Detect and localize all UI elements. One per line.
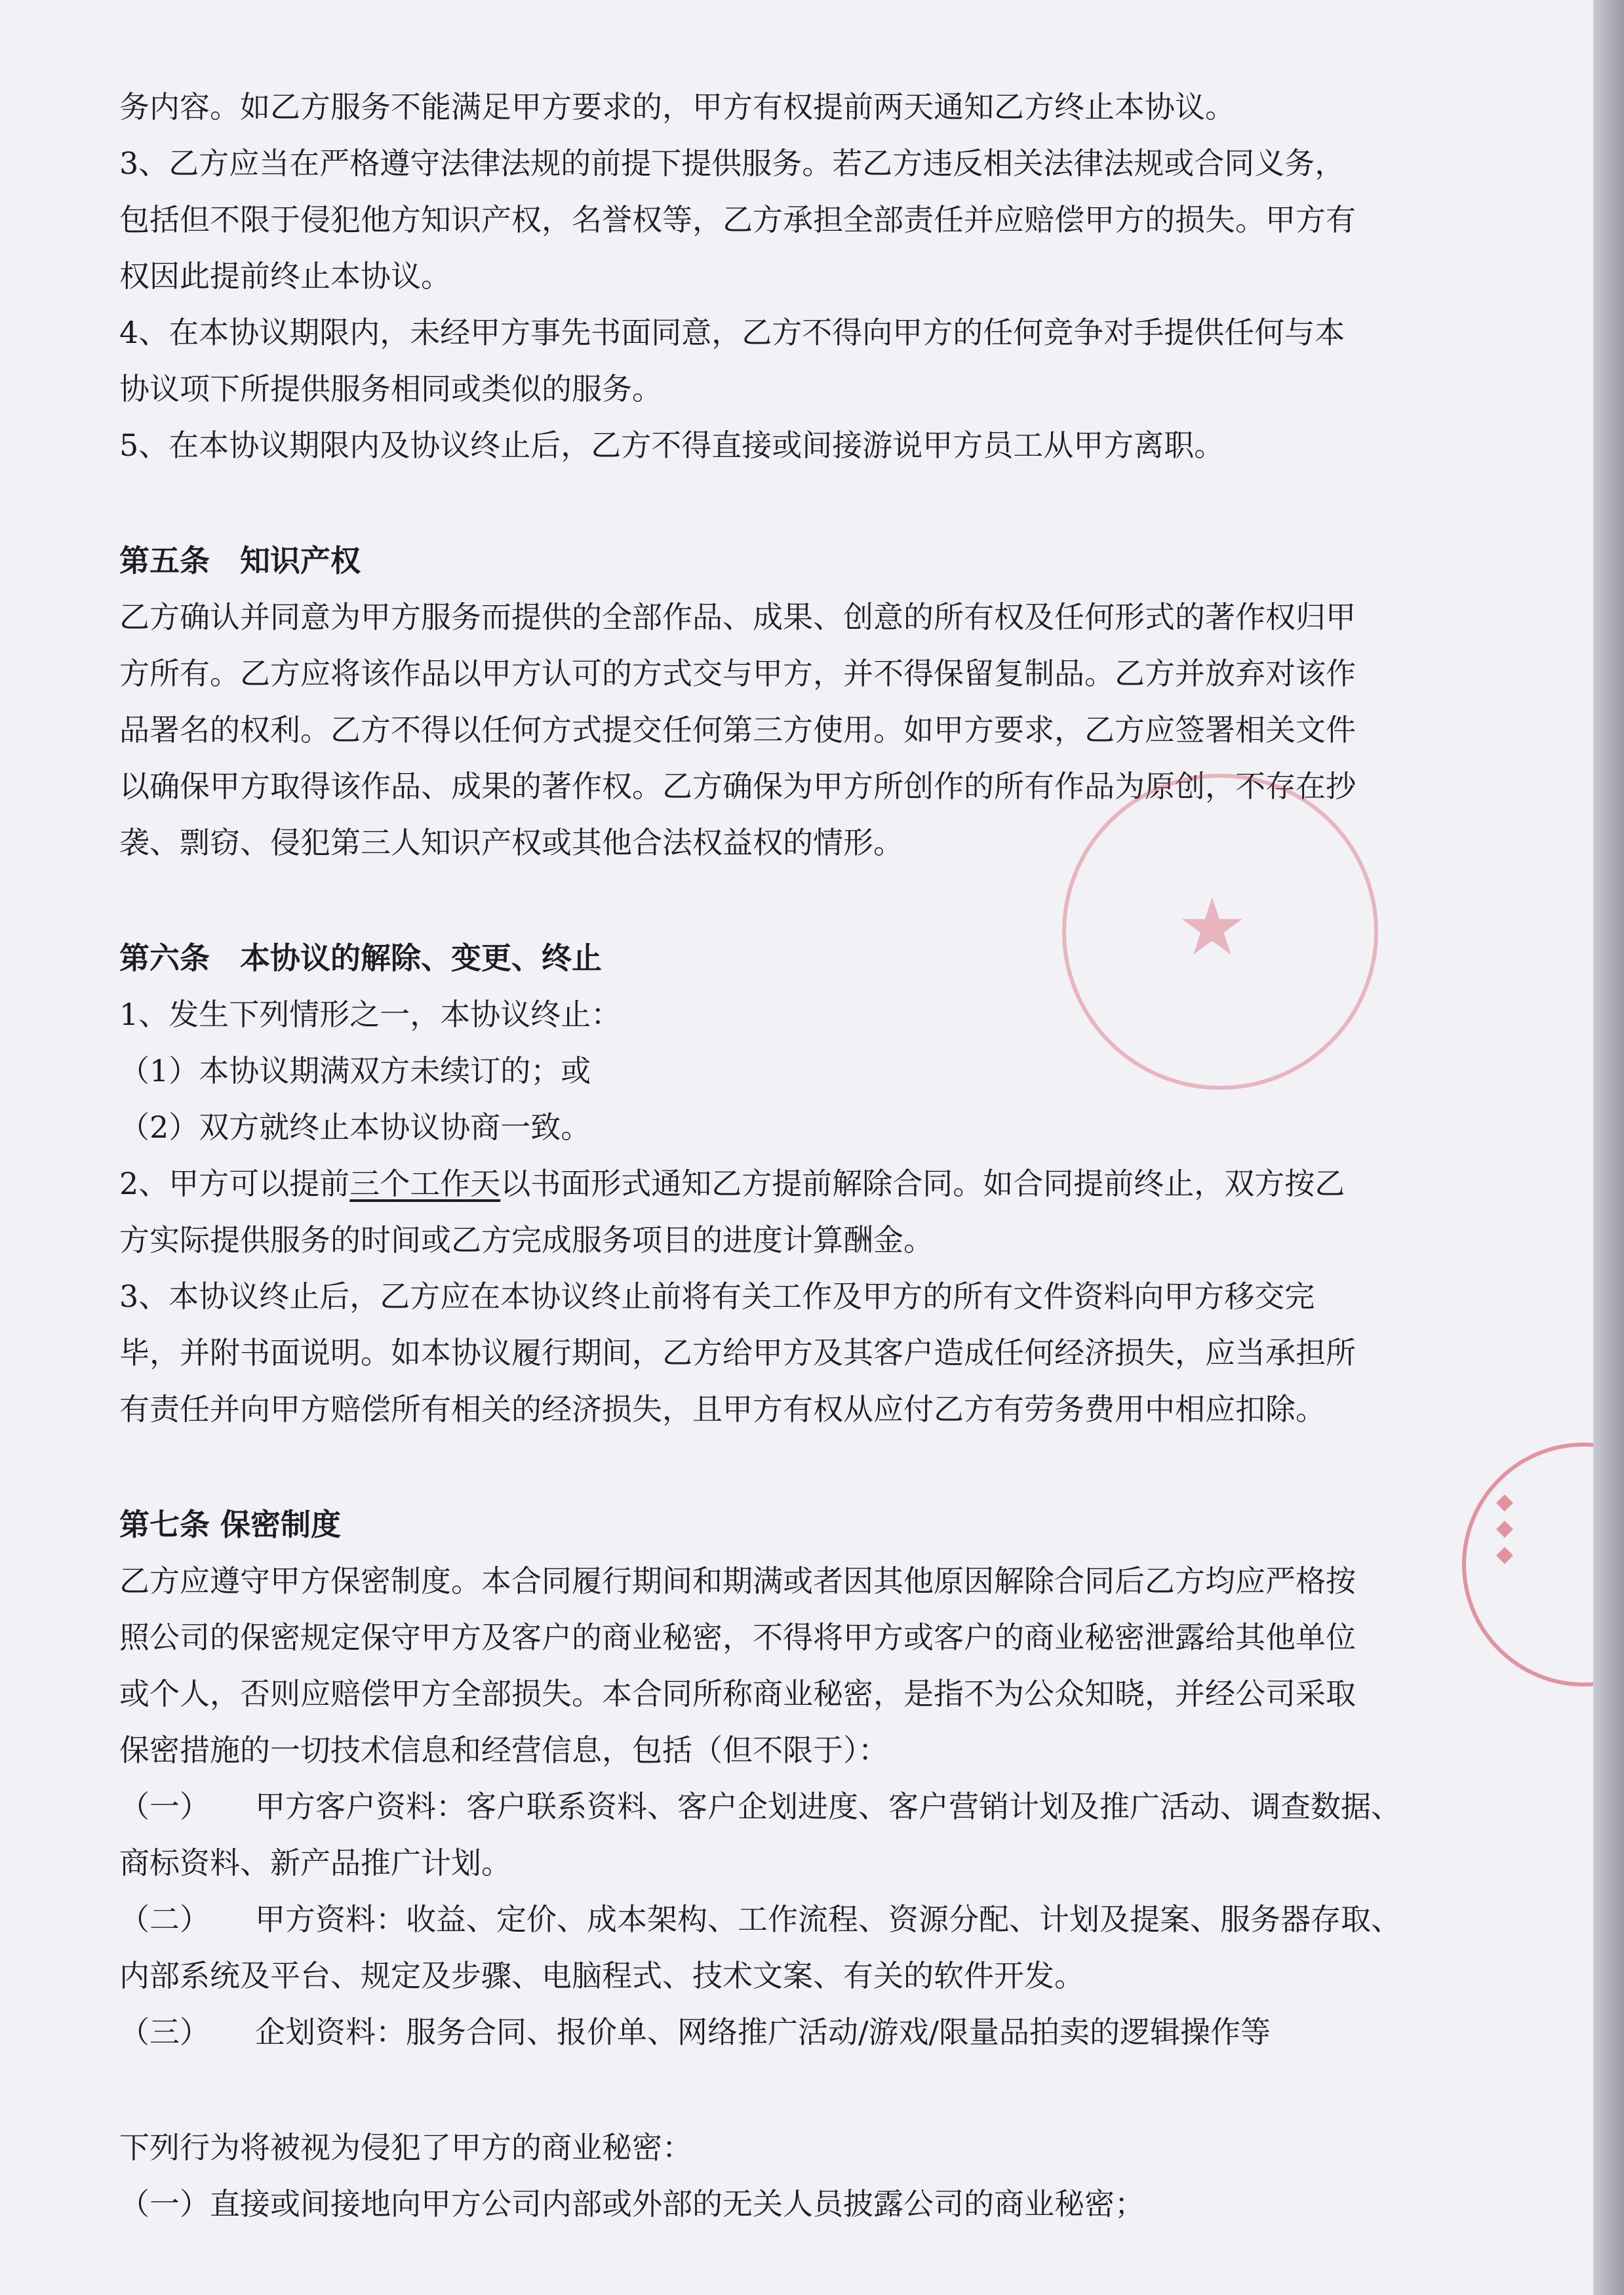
text-line: 5、在本协议期限内及协议终止后，乙方不得直接或间接游说甲方员工从甲方离职。 xyxy=(119,428,1225,463)
text-line: 权因此提前终止本协议。 xyxy=(119,258,451,294)
list-number: （二） xyxy=(119,1902,195,1937)
article6-heading: 第六条 本协议的解除、变更、终止 xyxy=(119,940,602,976)
scan-shadow-edge xyxy=(1593,0,1624,2295)
text-line: 方所有。乙方应将该作品以甲方认可的方式交与甲方，并不得保留复制品。乙方并放弃对该作 xyxy=(119,656,1356,691)
text-line: 方实际提供服务的时间或乙方完成服务项目的进度计算酬金。 xyxy=(119,1222,934,1258)
list-item-continuation: 内部系统及平台、规定及步骤、电脑程式、技术文案、有关的软件开发。 xyxy=(119,1958,1084,1993)
list-text: 甲方客户资料：客户联系资料、客户企划进度、客户营销计划及推广活动、调查数据、 xyxy=(255,1789,1401,1824)
underlined-term: 三个工作天 xyxy=(349,1166,501,1201)
text-line: 1、发生下列情形之一，本协议终止： xyxy=(119,997,622,1032)
text-line: 或个人，否则应赔偿甲方全部损失。本合同所称商业秘密，是指不为公众知晓，并经公司采取 xyxy=(119,1676,1356,1711)
article7-heading: 第七条 保密制度 xyxy=(119,1507,342,1542)
list-item-continuation: 商标资料、新产品推广计划。 xyxy=(119,1845,511,1881)
section-gap xyxy=(119,1437,1490,1496)
section-gap xyxy=(119,2060,1490,2119)
text-line: 下列行为将被视为侵犯了甲方的商业秘密： xyxy=(119,2130,692,2165)
text-line: 乙方应遵守甲方保密制度。本合同履行期间和期满或者因其他原因解除合同后乙方均应严格按 xyxy=(119,1563,1356,1599)
text-line xyxy=(119,1155,1490,1212)
seal-star-icon: ★ xyxy=(1177,882,1248,973)
list-item xyxy=(119,2004,1490,2060)
document-body xyxy=(119,79,1490,2232)
partial-seal-mark: ◆◆◆ xyxy=(1492,1488,1518,1567)
list-item xyxy=(119,1891,1490,1947)
text-line: 包括但不限于侵犯他方知识产权，名誉权等，乙方承担全部责任并应赔偿甲方的损失。甲方有 xyxy=(119,202,1356,237)
text-line: （1）本协议期满双方未续订的；或 xyxy=(119,1053,591,1088)
list-item xyxy=(119,1778,1490,1835)
text-line: 保密措施的一切技术信息和经营信息，包括（但不限于）： xyxy=(119,1732,888,1768)
text-line: 以确保甲方取得该作品、成果的著作权。乙方确保为甲方所创作的所有作品为原创，不存在抄 xyxy=(119,768,1356,804)
text-line: （一）直接或间接地向甲方公司内部或外部的无关人员披露公司的商业秘密； xyxy=(119,2186,1145,2222)
text-line: 品署名的权利。乙方不得以任何方式提交任何第三方使用。如甲方要求，乙方应签署相关文件 xyxy=(119,712,1356,748)
list-number: （一） xyxy=(119,1789,195,1824)
text-line: 有责任并向甲方赔偿所有相关的经济损失，且甲方有权从应付乙方有劳务费用中相应扣除。 xyxy=(119,1391,1326,1427)
article5-heading: 第五条 知识产权 xyxy=(119,543,361,578)
text-line: 3、本协议终止后，乙方应在本协议终止前将有关工作及甲方的所有文件资料向甲方移交完 xyxy=(119,1279,1315,1314)
text-line: 务内容。如乙方服务不能满足甲方要求的，甲方有权提前两天通知乙方终止本协议。 xyxy=(119,89,1235,125)
text-segment: 以书面形式通知乙方提前解除合同。如合同提前终止，双方按乙 xyxy=(500,1166,1345,1201)
text-line: 乙方确认并同意为甲方服务而提供的全部作品、成果、创意的所有权及任何形式的著作权归甲 xyxy=(119,599,1356,635)
list-text: 企划资料：服务合同、报价单、网络推广活动/游戏/限量品拍卖的逻辑操作等 xyxy=(255,2014,1271,2050)
text-line: 4、在本协议期限内，未经甲方事先书面同意，乙方不得向甲方的任何竞争对手提供任何与本 xyxy=(119,315,1345,350)
list-number: （三） xyxy=(119,2014,195,2050)
text-line: 毕，并附书面说明。如本协议履行期间，乙方给甲方及其客户造成任何经济损失，应当承担所 xyxy=(119,1335,1356,1370)
text-segment: 2、甲方可以提前 xyxy=(119,1166,350,1201)
list-text: 甲方资料：收益、定价、成本架构、工作流程、资源分配、计划及提案、服务器存取、 xyxy=(255,1902,1401,1937)
text-line: 3、乙方应当在严格遵守法律法规的前提下提供服务。若乙方违反相关法律法规或合同义务， xyxy=(119,146,1345,181)
text-line: （2）双方就终止本协议协商一致。 xyxy=(119,1109,591,1145)
text-line: 协议项下所提供服务相同或类似的服务。 xyxy=(119,371,662,407)
text-line: 袭、剽窃、侵犯第三人知识产权或其他合法权益权的情形。 xyxy=(119,825,903,860)
text-line: 照公司的保密规定保守甲方及客户的商业秘密，不得将甲方或客户的商业秘密泄露给其他单位 xyxy=(119,1620,1356,1655)
section-gap xyxy=(119,473,1490,532)
